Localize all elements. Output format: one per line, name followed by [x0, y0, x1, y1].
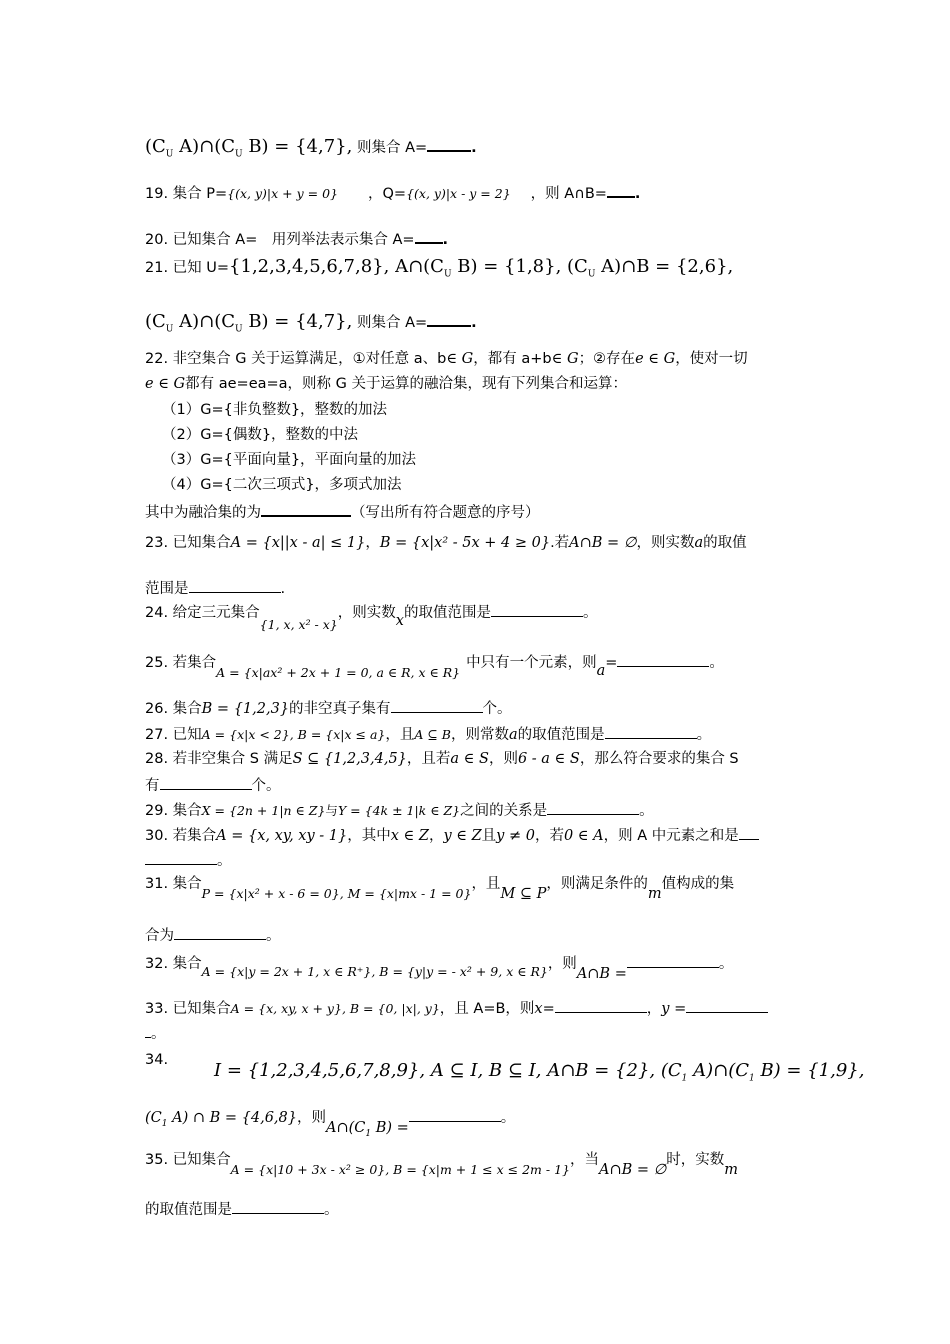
math-inline: 6 - a ∈ S: [517, 751, 580, 767]
math-inline: X = {2n + 1|n ∈ Z}: [201, 803, 326, 818]
question-number: 24. 给定三元集合: [145, 605, 260, 621]
question-number: 35. 已知集合: [145, 1152, 231, 1168]
question-28: [145, 749, 739, 769]
question-number: 32. 集合: [145, 956, 202, 972]
answer-blank: [686, 997, 768, 1013]
question-25: [145, 651, 724, 680]
text: ，: [646, 1001, 662, 1017]
text: 。: [500, 1110, 516, 1126]
question-34-math: [214, 1061, 864, 1089]
text: 。: [266, 928, 281, 944]
text: 的取值范围是: [517, 727, 605, 743]
text: 有: [145, 778, 160, 794]
math-inline: A = {x, xy, x + y}, B = {0, |x|, y}: [230, 1001, 440, 1016]
text: .若: [550, 535, 570, 551]
question-number: 19. 集合 P=: [145, 186, 228, 202]
question-35-line2: [145, 1198, 339, 1220]
text: ，则实数: [337, 605, 396, 621]
math-inline: y ≠ 0: [496, 828, 535, 844]
math-inline: Y = {4k ± 1|k ∈ Z}: [337, 803, 461, 818]
text: ，当: [570, 1152, 599, 1168]
text: ，则 A 中元素之和是: [603, 828, 739, 844]
answer-blank: [391, 697, 483, 713]
question-28-line2: [145, 774, 281, 796]
math-inline: e ∈ G: [145, 376, 186, 392]
math-inline: P = {x|x² + x - 6 = 0}, M = {x|mx - 1 = 0}: [201, 886, 472, 901]
answer-blank: [189, 577, 281, 593]
question-number: 30. 若集合: [145, 828, 217, 844]
answer-blank: [427, 135, 471, 152]
math-inline: a: [694, 535, 704, 551]
text: 中只有一个元素，则: [466, 655, 597, 671]
question-30: [145, 824, 759, 846]
text: （写出所有符合题意的序号）: [351, 505, 540, 521]
question-number: 27. 已知: [145, 727, 202, 743]
math-inline: 0 ∈ A: [563, 828, 604, 844]
question-number: 29. 集合: [145, 803, 202, 819]
question-31-line2: [145, 924, 281, 946]
text: 范围是: [145, 581, 189, 597]
set-b: B = {x|x² - 5x + 4 ≥ 0}: [379, 535, 551, 551]
math-inline: m: [647, 886, 662, 902]
text: 。: [696, 727, 712, 743]
math-inline: A = {x, xy, xy - 1}: [216, 828, 348, 844]
answer-blank: [739, 824, 759, 840]
text: ，则: [547, 956, 577, 972]
text: 。: [151, 1026, 166, 1042]
math-inline: $A\cap(C_1$ B) =: [325, 1120, 409, 1139]
answer-blank: [427, 310, 471, 327]
text: 。: [582, 605, 598, 621]
answer-blank: [232, 1198, 324, 1214]
answer-blank: [555, 997, 647, 1013]
option-4: （4）G={二次三项式}，多项式加法: [162, 477, 402, 493]
question-19: 19. 集合 P={(x, y)|x + y = 0} ，Q={(x, y)|x - y = 2} ，则 A∩B= .: [145, 181, 640, 204]
question-32: [145, 952, 734, 982]
answer-blank: [617, 651, 709, 667]
question-text: 20. 已知集合 A= 用列举法表示集合 A=: [145, 232, 415, 248]
question-20: 20. 已知集合 A= 用列举法表示集合 A= .: [145, 227, 448, 250]
text: 的取值范围是: [145, 1202, 232, 1218]
math-inline: ($C_1$ A) ∩ B = {4,6,8}: [145, 1110, 297, 1129]
math-inline: m: [724, 1162, 739, 1178]
text: ，其中: [347, 828, 391, 844]
question-number: 28. 若非空集合 S 满足: [145, 751, 293, 767]
math-inline: A = {x|10 + 3x - x² ≥ 0}, B = {x|m + 1 ≤ x ≤ 2m - 1}: [230, 1162, 570, 1177]
question-number: 33. 已知集合: [145, 1001, 231, 1017]
set-p: {(x, y)|x + y = 0}: [227, 186, 339, 201]
option-3: （3）G={平面向量}，平面向量的加法: [162, 452, 417, 468]
math-inline: x: [395, 613, 404, 629]
math-inline: A∩B = ∅: [569, 535, 637, 551]
text: 之间的关系是: [460, 803, 548, 819]
question-number: 31. 集合: [145, 876, 202, 892]
question-21-line2: ($C_U$ $A)\cap(C_U$ B) = {4,7}, 则集合 A= .: [145, 311, 477, 335]
text: ，若: [534, 828, 564, 844]
text: ，: [365, 535, 380, 551]
question-34-line2: [145, 1106, 516, 1139]
answer-blank: [627, 952, 719, 968]
text: 。: [217, 853, 232, 869]
text: ，则: [488, 751, 518, 767]
text: 。: [324, 1202, 339, 1218]
math-inline: A = {x|x < 2}, B = {x|x ≤ a}: [201, 727, 386, 742]
math-inline: ∈ G: [551, 351, 579, 367]
answer-blank: [605, 723, 697, 739]
question-24: [145, 601, 598, 632]
question-31: [145, 874, 735, 902]
question-22-answer: [145, 500, 540, 523]
text: ，且: [471, 876, 501, 892]
answer-blank: [409, 1106, 501, 1122]
text: ，那么符合要求的集合 S: [579, 751, 739, 767]
math-inline: y ∈ Z: [443, 828, 482, 844]
answer-blank: [174, 924, 266, 940]
answer-blank: [160, 774, 252, 790]
question-34: [145, 1050, 168, 1070]
text: 则集合 A=: [356, 140, 428, 156]
question-33-line2: [145, 1022, 166, 1044]
question-30-line2: [145, 849, 232, 871]
text: ，则 A∩B=: [530, 186, 607, 202]
text: 的取值范围是: [403, 605, 491, 621]
math-inline: e ∈ G: [635, 351, 676, 367]
text: 则集合 A=: [356, 315, 428, 331]
question-35: [145, 1150, 739, 1178]
text: 合为: [145, 928, 174, 944]
text: 其中为融洽集的为: [145, 505, 261, 521]
text: ，且: [385, 727, 415, 743]
math-inline: a: [509, 727, 518, 743]
text: 个。: [482, 701, 512, 717]
question-27: [145, 723, 711, 745]
text: 的非空真子集有: [289, 701, 391, 717]
answer-blank: [145, 849, 217, 865]
text: 都有 ae=ea=a，则称 G 关于运算的融洽集，现有下列集合和运算：: [185, 376, 627, 392]
math-inline: a ∈ S: [450, 751, 489, 767]
question-number: 26. 集合: [145, 701, 202, 717]
math-inline: y =: [661, 1001, 687, 1017]
option-1: （1）G={非负整数}，整数的加法: [162, 402, 388, 418]
question-number: 21. 已知 U=: [145, 260, 230, 276]
text: ，则: [296, 1110, 326, 1126]
math-inline: A = {x|y = 2x + 1, x ∈ R⁺}, B = {y|y = - x² + 9, x ∈ R}: [201, 964, 548, 979]
math-inline: A∩B =: [576, 966, 627, 982]
q-top: ($C_U$ $A)\cap(C_U$ B) = {4,7}, 则集合 A= .: [145, 136, 477, 160]
text: ，使对一切: [675, 351, 748, 367]
math-inline: M ⊆ P: [500, 886, 547, 902]
answer-blank: [415, 227, 443, 244]
question-23-line2: [145, 577, 285, 599]
text: ，则常数: [451, 727, 509, 743]
question-number: 34.: [145, 1052, 169, 1068]
text: 与: [325, 803, 338, 818]
math-expression: {1,2,3,4,5,6,7,8}, $A\cap(C_U$ B) = {1,8}, ($C_U$ A)∩B = {2,6},: [229, 256, 734, 280]
math-inline: B = {1,2,3}: [201, 701, 290, 717]
text: 的取值: [703, 535, 747, 551]
question-22: [145, 349, 748, 369]
math-inline: x: [534, 1001, 543, 1017]
text: =: [605, 655, 618, 671]
text: ，则实数: [636, 535, 695, 551]
text: 。: [709, 655, 724, 671]
answer-blank: [491, 601, 583, 617]
math-inline: A = {x|ax² + 2x + 1 = 0, a ∈ R, x ∈ R}: [216, 665, 461, 680]
text: ，: [428, 828, 444, 844]
text: 个。: [251, 778, 281, 794]
answer-blank: [607, 181, 635, 198]
question-number: 23. 已知集合: [145, 535, 231, 551]
question-23: [145, 533, 747, 553]
text: 且: [481, 828, 497, 844]
text: ，则满足条件的: [546, 876, 648, 892]
question-29: [145, 799, 654, 821]
math-expression: ($C_U$ $A)\cap(C_U$ B) = {4,7},: [145, 136, 353, 160]
math-inline: a: [596, 663, 606, 679]
question-26: [145, 697, 512, 719]
math-inline: x ∈ Z: [390, 828, 429, 844]
option-2: （2）G={偶数}，整数的中法: [162, 427, 359, 443]
answer-blank: [547, 799, 639, 815]
question-33: [145, 997, 768, 1019]
math-inline: A∩B = ∅: [599, 1162, 667, 1178]
math-inline: A ⊆ B: [414, 727, 451, 742]
set-a: A = {x||x - a| ≤ 1}: [230, 535, 366, 551]
math-inline: ∈ G: [446, 351, 474, 367]
question-22-line2: [145, 374, 627, 394]
text: =: [542, 1001, 555, 1017]
text: 。: [639, 803, 654, 819]
text: 时，实数: [666, 1152, 725, 1168]
math-inline: S ⊆ {1,2,3,4,5}: [292, 751, 407, 767]
math-expression: I = {1,2,3,4,5,6,7,8,9}, A ⊆ I, B ⊆ I, A∩B = {2}, ($C_1$ $A)\cap(C_1$ B) = {1,9},: [214, 1060, 865, 1084]
math-inline: {1, x, x² - x}: [259, 617, 338, 632]
text: ；②存在: [578, 351, 636, 367]
math-expression: ($C_U$ $A)\cap(C_U$ B) = {4,7},: [145, 311, 353, 335]
set-q: {(x, y)|x - y = 2}: [406, 186, 511, 201]
question-number: 25. 若集合: [145, 655, 217, 671]
text: .: [280, 581, 286, 597]
text: 22. 非空集合 G 关于运算满足，①对任意 a、b: [145, 351, 447, 367]
question-21: [145, 257, 733, 285]
text: ，且 A=B，则: [439, 1001, 535, 1017]
answer-blank: [261, 500, 351, 517]
text: 值构成的集: [661, 876, 735, 892]
text: ，都有 a+b: [473, 351, 552, 367]
text: ，Q=: [368, 186, 407, 202]
text: ，且若: [406, 751, 451, 767]
text: 。: [718, 956, 734, 972]
